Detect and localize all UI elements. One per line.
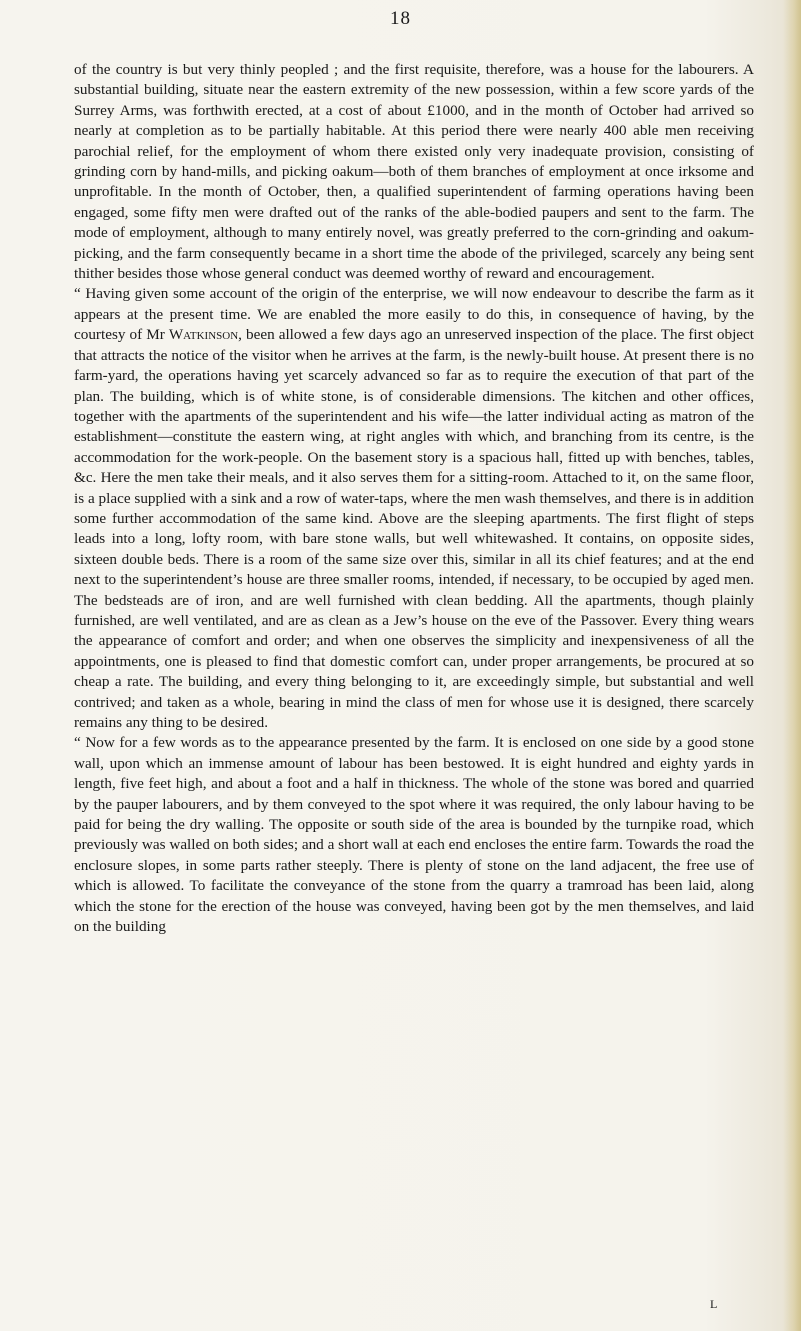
- paragraph-1: of the country is but very thinly peopled ; and the first requisite, therefore, was a house for the labourers. A substantial building, situate near the eastern extremity of the new possession, within a few score yards of the Surrey Arms, was forthwith erected, at a cost of about £1000, and in the month of October had arrived so nearly at completion as to be partially habitable. At this period there were nearly 400 able men receiving parochial relief, for the employment of whom there existed only very inadequate provision, consisting of grinding corn by hand-mills, and picking oakum—both of them branches of employment at once irksome and unprofitable. In the month of October, then, a qualified superintendent of farming operations having been engaged, some fifty men were drafted out of the ranks of the able-bodied paupers and sent to the farm. The mode of employment, although to many entirely novel, was greatly preferred to the corn-grinding and oakum-picking, and the farm consequently became in a short time the abode of the privileged, scarcely any being sent thither besides those whose general conduct was deemed worthy of reward and encouragement.: [74, 61, 754, 283]
- paragraph-2-before: “ Having given some account of the origin of the enterprise, we will now endeavour to describe the farm as it appears at the present time. We are enabled the more easily to do this, in consequence of having, by the courtesy of Mr: [74, 285, 754, 344]
- paragraph-2-after: , been allowed a few days ago an unreserved inspection of the place. The first object that attracts the notice of the visitor when he arrives at the farm, is the newly-built house. At present there is no farm-yard, the operations having yet scarcely advanced so far as to require the execution of that part of the plan. The building, which is of white stone, is of considerable dimensions. The kitchen and other offices, together with the apartments of the superintendent and his wife—the latter individual acting as matron of the establishment—constitute the eastern wing, at right angles with which, and branching from its centre, is the accommodation for the work-people. On the basement story is a spacious hall, fitted up with benches, tables, &c. Here the men take their meals, and it also serves them for a sitting-room. Attached to it, on the same floor, is a place supplied with a sink and a row of water-taps, where the men wash themselves, and there is in addition some further accommodation of the same kind. Above are the sleeping apartments. The first flight of steps leads into a long, lofty room, with bare stone walls, but well whitewashed. It contains, on opposite sides, sixteen double beds. There is a room of the same size over this, similar in all its chief features; and at the end next to the superintendent’s house are three smaller rooms, intended, if necessary, to be occupied by aged men. The bedsteads are of iron, and are well furnished with clean bedding. All the apartments, though plainly furnished, are well ventilated, and are as clean as a Jew’s house on the eve of the Passover. Every thing wears the appearance of comfort and order; and when one observes the simplicity and inexpensiveness of all the appointments, one is pleased to find that domestic comfort can, under proper arrangements, be procured at so cheap a rate. The building, and every thing belonging to it, are exceedingly simple, but substantial and well contrived; and taken as a whole, bearing in mind the class of men for whose use it is designed, there scarcely remains any thing to be desired.: [74, 326, 754, 731]
- person-name: Watkinson: [168, 326, 239, 344]
- body-text: [74, 60, 754, 937]
- signature-mark: L: [710, 1297, 718, 1311]
- paragraph-3: “ Now for a few words as to the appearance presented by the farm. It is enclosed on one side by a good stone wall, upon which an immense amount of labour has been bestowed. It is eight hundred and eighty yards in length, five feet high, and about a foot and a half in thickness. The whole of the stone was bored and quarried by the pauper labourers, and by them conveyed to the spot where it was required, the only labour having to be paid for being the dry walling. The opposite or south side of the area is bounded by the turnpike road, which previously was walled on both sides; and a short wall at each end encloses the entire farm. Towards the road the enclosure slopes, in some parts rather steeply. There is plenty of stone on the land adjacent, the free use of which is allowed. To facilitate the conveyance of the stone from the quarry a tramroad has been laid, along which the stone for the erection of the house was conveyed, having been got by the men themselves, and laid on the building: [74, 734, 754, 936]
- paragraph-2: [74, 284, 754, 733]
- page-edge-stain: [783, 0, 801, 1331]
- page-number: 18: [390, 8, 411, 29]
